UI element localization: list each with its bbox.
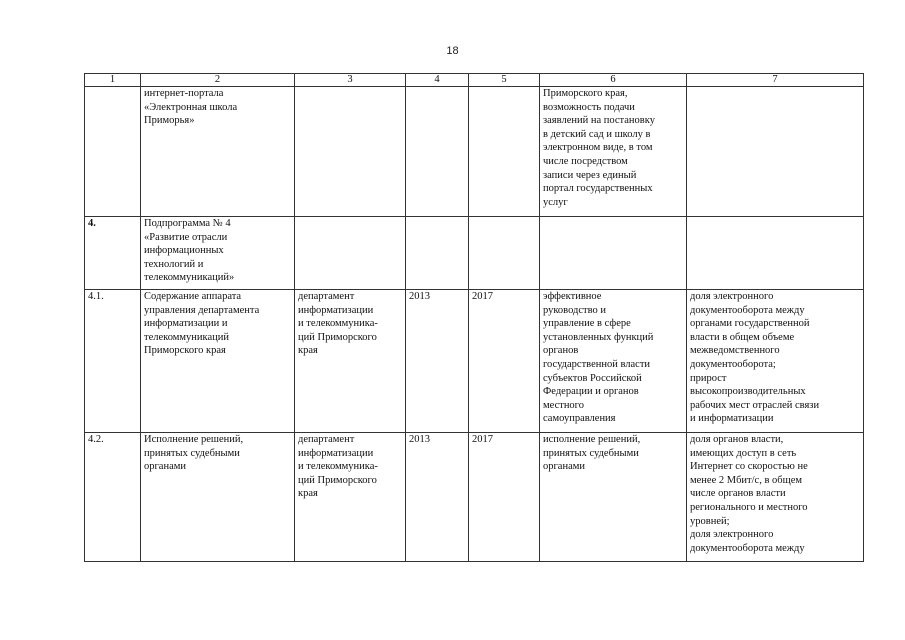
table-row	[85, 87, 864, 217]
indicator: доля электронного документооборота между органами государственной власти в общем объеме межведомственного документооборота; прирост высокопроизводительных рабочих мест отраслей связи и информатизации	[687, 290, 864, 433]
indicator	[687, 87, 864, 217]
table-row	[85, 433, 864, 562]
expected-result: исполнение решений, принятых судебными органами	[540, 433, 687, 562]
end-year	[469, 217, 540, 290]
expected-result: Приморского края, возможность подачи заявлений на постановку в детский сад и школу в электронном виде, в том числе посредством записи через единый портал государственных услуг	[540, 87, 687, 217]
subprogram-row	[85, 217, 864, 290]
page-number: 18	[446, 45, 459, 57]
column-number-1: 1	[85, 74, 141, 87]
table-row	[85, 290, 864, 433]
end-year: 2017	[469, 290, 540, 433]
program-table	[84, 73, 864, 562]
executor	[295, 217, 406, 290]
measure-name: интернет-портала «Электронная школа Приморья»	[141, 87, 295, 217]
executor: департамент информатизации и телекоммуника- ций Приморского края	[295, 433, 406, 562]
start-year	[406, 217, 469, 290]
expected-result	[540, 217, 687, 290]
start-year: 2013	[406, 290, 469, 433]
indicator	[687, 217, 864, 290]
row-number: 4.1.	[85, 290, 141, 433]
measure-name: Исполнение решений, принятых судебными органами	[141, 433, 295, 562]
executor: департамент информатизации и телекоммуника- ций Приморского края	[295, 290, 406, 433]
measure-name: Содержание аппарата управления департамента информатизации и телекоммуникаций Приморского края	[141, 290, 295, 433]
expected-result: эффективное руководство и управление в сфере установленных функций органов государственной власти субъектов Российской Федерации и органов местного самоуправления	[540, 290, 687, 433]
end-year: 2017	[469, 433, 540, 562]
executor	[295, 87, 406, 217]
row-number	[85, 87, 141, 217]
start-year	[406, 87, 469, 217]
column-number-3: 3	[295, 74, 406, 87]
column-number-6: 6	[540, 74, 687, 87]
column-number-2: 2	[141, 74, 295, 87]
column-number-5: 5	[469, 74, 540, 87]
column-number-7: 7	[687, 74, 864, 87]
column-number-row	[85, 74, 864, 87]
row-number: 4.	[85, 217, 141, 290]
indicator: доля органов власти, имеющих доступ в сеть Интернет со скоростью не менее 2 Мбит/с, в общем числе органов власти регионального и местного уровней; доля электронного документооборота между	[687, 433, 864, 562]
row-number: 4.2.	[85, 433, 141, 562]
end-year	[469, 87, 540, 217]
column-number-4: 4	[406, 74, 469, 87]
start-year: 2013	[406, 433, 469, 562]
subprogram-title: Подпрограмма № 4 «Развитие отрасли информационных технологий и телекоммуникаций»	[141, 217, 295, 290]
